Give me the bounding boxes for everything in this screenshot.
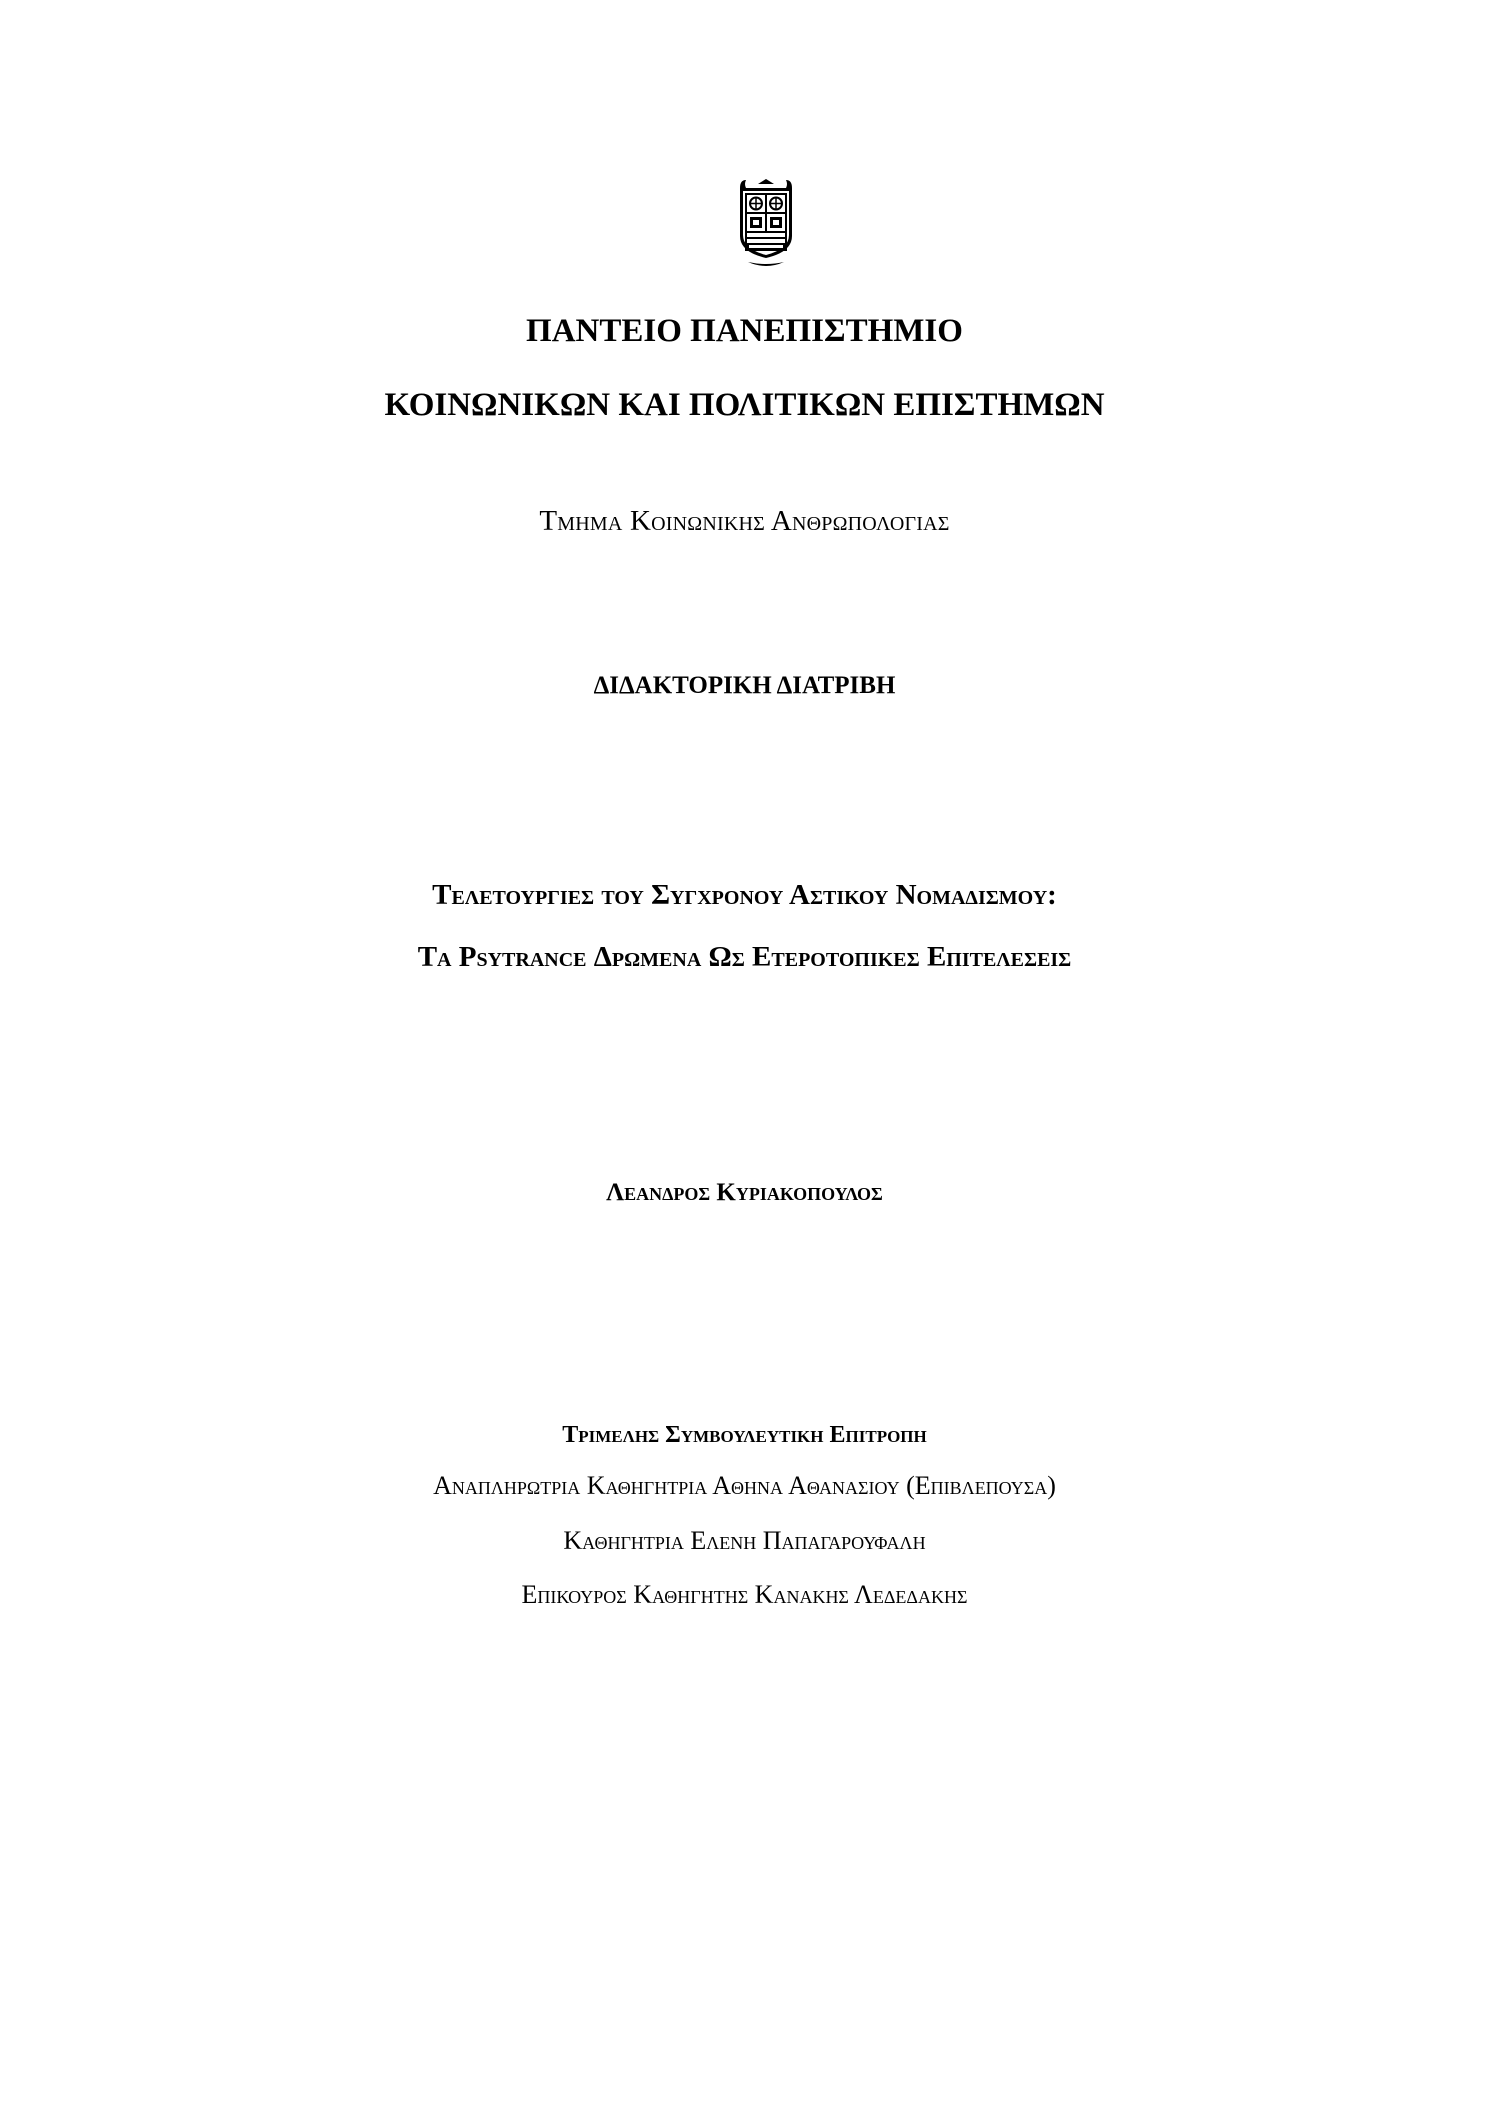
department-name: Τμημα Κοινωνικησ Ανθρωπολογιασ bbox=[539, 505, 950, 537]
thesis-title-line-1: Τελετουργιεσ του Συγχρονου Αστικου Νομαδισμου: bbox=[432, 879, 1057, 911]
university-crest-icon bbox=[736, 178, 796, 270]
author-name: Λεανδροσ Κυριακοπουλοσ bbox=[606, 1179, 883, 1206]
committee-member-2: Καθηγητρια Ελενη Παπαγαρουφαλη bbox=[563, 1526, 926, 1555]
committee-heading: Τριμελησ Συμβουλευτικη Επιτροπη bbox=[562, 1422, 927, 1448]
document-type: ΔΙΔΑΚΤΟΡΙΚΗ ΔΙΑΤΡΙΒΗ bbox=[593, 672, 896, 699]
thesis-title-line-2: Τα Psytrance Δρωμενα Ωσ Ετεροτοπικεσ Επιτελεσεισ bbox=[417, 941, 1072, 973]
university-name-line-2: ΚΟΙΝΩΝΙΚΩΝ ΚΑΙ ΠΟΛΙΤΙΚΩΝ ΕΠΙΣΤΗΜΩΝ bbox=[384, 387, 1105, 423]
committee-member-1: Αναπληρωτρια Καθηγητρια Αθηνα Αθανασιου (Επιβλεπουσα) bbox=[433, 1471, 1056, 1500]
committee-member-3: Επικουροσ Καθηγητησ Κανακησ Λεδεδακησ bbox=[521, 1580, 968, 1609]
university-name-line-1: ΠΑΝΤΕΙΟ ΠΑΝΕΠΙΣΤΗΜΙΟ bbox=[526, 313, 963, 349]
